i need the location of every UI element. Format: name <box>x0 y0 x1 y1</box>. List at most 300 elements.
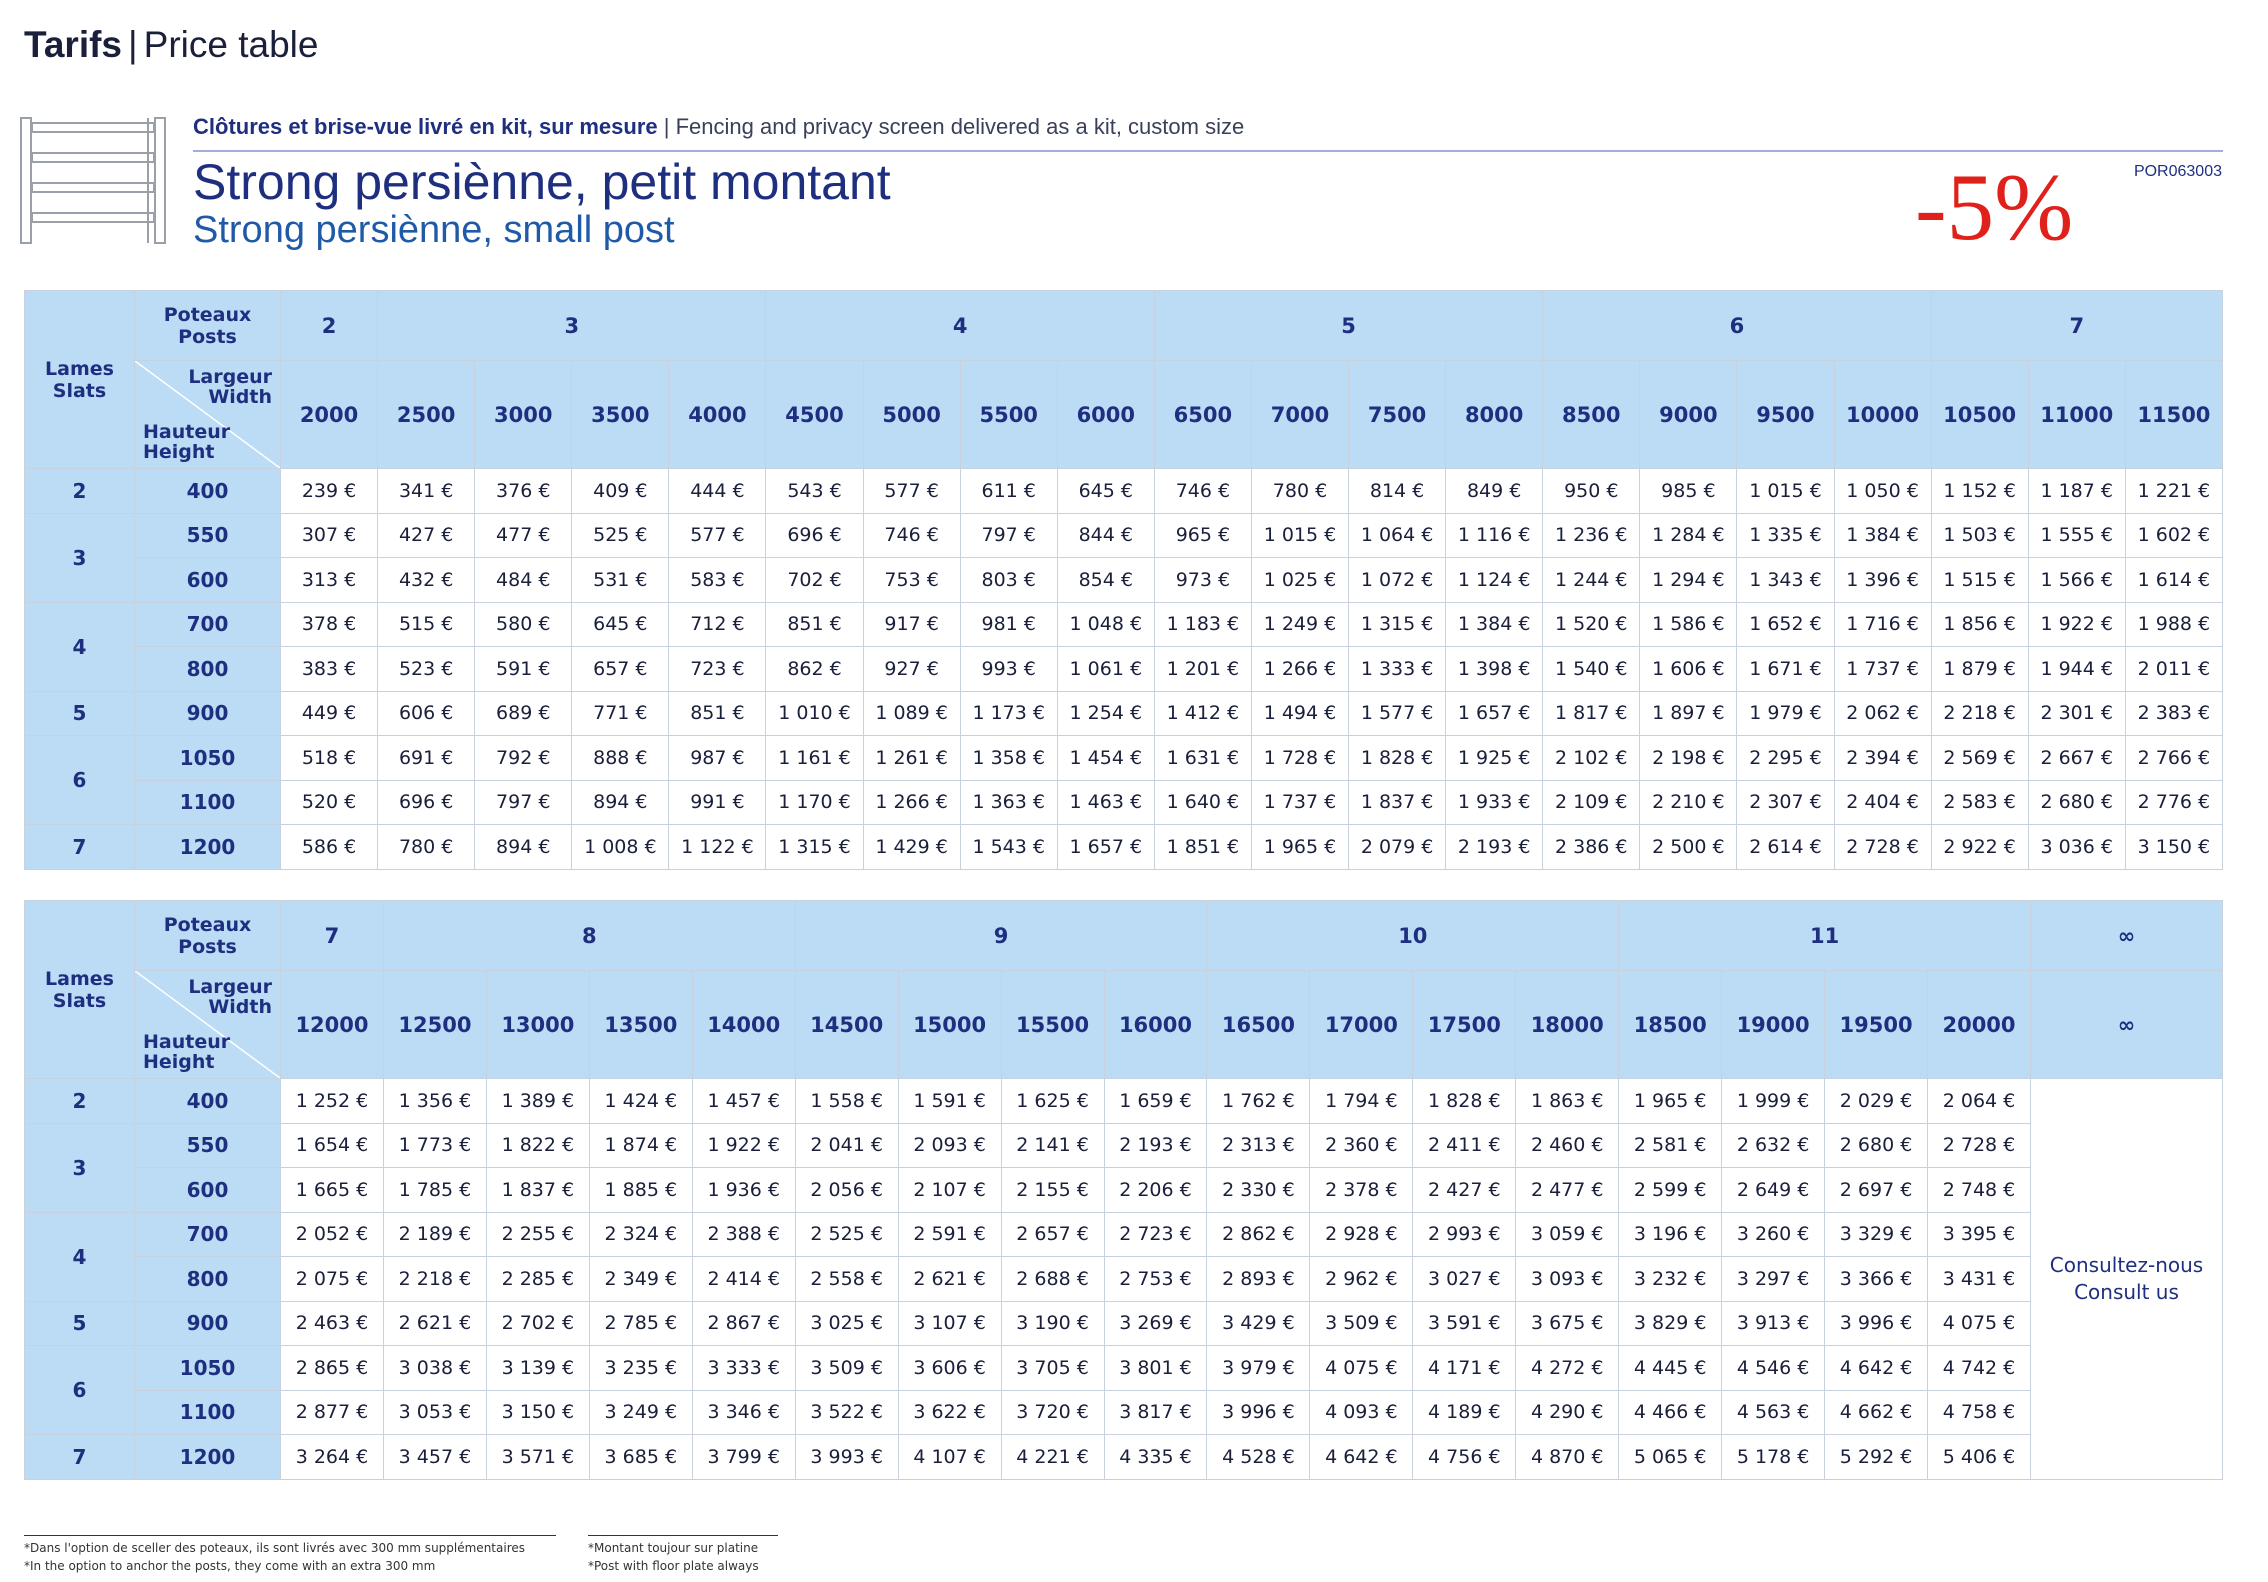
width-header: 7000 <box>1251 361 1348 469</box>
price-cell: 1 494 € <box>1251 691 1348 736</box>
price-cell: 4 171 € <box>1413 1346 1516 1391</box>
price-cell: 432 € <box>378 558 475 603</box>
width-height-corner-label <box>135 971 281 1079</box>
posts-label-en: Posts <box>178 935 237 958</box>
height-value: 600 <box>135 1168 281 1213</box>
price-cell: 3 429 € <box>1207 1301 1310 1346</box>
price-cell: 1 236 € <box>1543 513 1640 558</box>
price-cell: 4 870 € <box>1516 1435 1619 1480</box>
price-cell: 5 292 € <box>1825 1435 1928 1480</box>
price-cell: 2 107 € <box>898 1168 1001 1213</box>
width-header: 14000 <box>692 971 795 1079</box>
price-cell: 4 642 € <box>1310 1435 1413 1480</box>
price-cell: 2 386 € <box>1543 825 1640 870</box>
price-cell: 2 500 € <box>1640 825 1737 870</box>
table-row <box>25 1212 2223 1257</box>
price-cell: 2 189 € <box>383 1212 486 1257</box>
table-row <box>25 691 2223 736</box>
price-cell: 2 581 € <box>1619 1123 1722 1168</box>
price-cell: 2 404 € <box>1834 780 1931 825</box>
price-cell: 3 720 € <box>1001 1390 1104 1435</box>
price-cell: 4 528 € <box>1207 1435 1310 1480</box>
price-cell: 1 284 € <box>1640 513 1737 558</box>
width-header: 11000 <box>2028 361 2125 469</box>
price-cell: 3 979 € <box>1207 1346 1310 1391</box>
height-label-en: Height <box>143 441 215 463</box>
table-row <box>25 1346 2223 1391</box>
width-header: 10000 <box>1834 361 1931 469</box>
price-cell: 3 801 € <box>1104 1346 1207 1391</box>
price-cell: 1 221 € <box>2125 469 2222 514</box>
price-cell: 3 059 € <box>1516 1212 1619 1257</box>
price-cell: 376 € <box>475 469 572 514</box>
discount-badge: -5% <box>1915 154 2074 260</box>
product-name-en: Strong persiènne, small post <box>193 209 675 251</box>
price-cell: 814 € <box>1349 469 1446 514</box>
price-cell: 1 794 € <box>1310 1079 1413 1124</box>
price-cell: 1 773 € <box>383 1123 486 1168</box>
price-cell: 1 606 € <box>1640 647 1737 692</box>
price-cell: 3 685 € <box>589 1435 692 1480</box>
price-cell: 1 503 € <box>1931 513 2028 558</box>
price-cell: 691 € <box>378 736 475 781</box>
price-cell: 1 412 € <box>1154 691 1251 736</box>
price-cell: 645 € <box>572 602 669 647</box>
price-cell: 797 € <box>960 513 1057 558</box>
width-header: 19500 <box>1825 971 1928 1079</box>
price-cell: 1 244 € <box>1543 558 1640 603</box>
price-cell: 746 € <box>1154 469 1251 514</box>
slats-label-en: Slats <box>52 379 107 402</box>
slats-header-label <box>25 291 135 469</box>
price-cell: 3 346 € <box>692 1390 795 1435</box>
height-value: 400 <box>135 1079 281 1124</box>
price-cell: 1 944 € <box>2028 647 2125 692</box>
width-header: 13000 <box>486 971 589 1079</box>
price-cell: 3 297 € <box>1722 1257 1825 1302</box>
height-value: 1100 <box>135 780 281 825</box>
height-label-en: Height <box>143 1051 215 1073</box>
price-cell: 1 828 € <box>1413 1079 1516 1124</box>
price-cell: 1 558 € <box>795 1079 898 1124</box>
price-cell: 849 € <box>1446 469 1543 514</box>
price-cell: 2 109 € <box>1543 780 1640 825</box>
width-header: 3500 <box>572 361 669 469</box>
price-cell: 1 856 € <box>1931 602 2028 647</box>
price-cell: 313 € <box>281 558 378 603</box>
price-cell: 797 € <box>475 780 572 825</box>
price-cell: 4 642 € <box>1825 1346 1928 1391</box>
price-cell: 2 463 € <box>281 1301 384 1346</box>
price-cell: 2 680 € <box>1825 1123 1928 1168</box>
price-cell: 792 € <box>475 736 572 781</box>
price-cell: 1 874 € <box>589 1123 692 1168</box>
price-cell: 991 € <box>669 780 766 825</box>
price-cell: 1 933 € <box>1446 780 1543 825</box>
price-cell: 3 366 € <box>1825 1257 1928 1302</box>
height-value: 900 <box>135 691 281 736</box>
price-cell: 4 742 € <box>1928 1346 2031 1391</box>
price-cell: 696 € <box>766 513 863 558</box>
price-cell: 1 061 € <box>1057 647 1154 692</box>
posts-header-row <box>25 291 2223 361</box>
page-title-light: Price table <box>143 24 319 65</box>
price-cell: 1 577 € <box>1349 691 1446 736</box>
price-cell: 2 079 € <box>1349 825 1446 870</box>
height-label <box>143 1032 230 1072</box>
height-value: 800 <box>135 1257 281 1302</box>
table-row <box>25 780 2223 825</box>
price-cell: 888 € <box>572 736 669 781</box>
width-header: 17500 <box>1413 971 1516 1079</box>
price-cell: 3 431 € <box>1928 1257 2031 1302</box>
price-cell: 4 290 € <box>1516 1390 1619 1435</box>
price-cell: 1 737 € <box>1834 647 1931 692</box>
price-cell: 1 384 € <box>1446 602 1543 647</box>
price-cell: 2 460 € <box>1516 1123 1619 1168</box>
width-header: ∞ <box>2031 971 2223 1079</box>
posts-count-header: 10 <box>1207 901 1619 971</box>
price-cell: 307 € <box>281 513 378 558</box>
posts-count-header: 2 <box>281 291 378 361</box>
price-cell: 2 141 € <box>1001 1123 1104 1168</box>
price-cell: 341 € <box>378 469 475 514</box>
width-label-fr: Largeur <box>188 976 272 998</box>
price-cell: 1 657 € <box>1057 825 1154 870</box>
price-cell: 1 249 € <box>1251 602 1348 647</box>
price-cell: 1 566 € <box>2028 558 2125 603</box>
price-cell: 1 048 € <box>1057 602 1154 647</box>
price-cell: 1 315 € <box>766 825 863 870</box>
price-cell: 523 € <box>378 647 475 692</box>
fence-product-icon <box>20 117 166 244</box>
width-header: 17000 <box>1310 971 1413 1079</box>
category-separator: | <box>663 114 670 139</box>
price-cell: 3 093 € <box>1516 1257 1619 1302</box>
price-cell: 4 466 € <box>1619 1390 1722 1435</box>
footnote-sealing-en: *In the option to anchor the posts, they come with an extra 300 mm <box>24 1559 436 1573</box>
table-row <box>25 469 2223 514</box>
price-cell: 1 254 € <box>1057 691 1154 736</box>
price-cell: 3 025 € <box>795 1301 898 1346</box>
price-table-2 <box>24 900 2223 1480</box>
price-cell: 4 445 € <box>1619 1346 1722 1391</box>
price-cell: 1 252 € <box>281 1079 384 1124</box>
price-cell: 2 569 € <box>1931 736 2028 781</box>
price-cell: 427 € <box>378 513 475 558</box>
price-cell: 2 056 € <box>795 1168 898 1213</box>
height-value: 800 <box>135 647 281 692</box>
price-cell: 3 269 € <box>1104 1301 1207 1346</box>
table-row <box>25 825 2223 870</box>
price-cell: 4 075 € <box>1928 1301 2031 1346</box>
price-cell: 645 € <box>1057 469 1154 514</box>
price-cell: 1 015 € <box>1251 513 1348 558</box>
price-cell: 1 294 € <box>1640 558 1737 603</box>
price-cell: 2 785 € <box>589 1301 692 1346</box>
height-value: 1050 <box>135 1346 281 1391</box>
price-cell: 3 817 € <box>1104 1390 1207 1435</box>
price-cell: 4 563 € <box>1722 1390 1825 1435</box>
price-cell: 5 406 € <box>1928 1435 2031 1480</box>
price-cell: 1 671 € <box>1737 647 1834 692</box>
footnote-sealing <box>24 1535 556 1575</box>
price-cell: 1 586 € <box>1640 602 1737 647</box>
price-cell: 1 591 € <box>898 1079 1001 1124</box>
price-cell: 3 457 € <box>383 1435 486 1480</box>
price-cell: 2 591 € <box>898 1212 1001 1257</box>
price-cell: 2 198 € <box>1640 736 1737 781</box>
price-cell: 2 193 € <box>1104 1123 1207 1168</box>
width-header: 7500 <box>1349 361 1446 469</box>
price-cell: 2 728 € <box>1928 1123 2031 1168</box>
price-cell: 1 640 € <box>1154 780 1251 825</box>
price-cell: 525 € <box>572 513 669 558</box>
table-row <box>25 1168 2223 1213</box>
price-cell: 3 996 € <box>1207 1390 1310 1435</box>
width-header: 18500 <box>1619 971 1722 1079</box>
price-cell: 1 863 € <box>1516 1079 1619 1124</box>
price-cell: 2 218 € <box>1931 691 2028 736</box>
width-header: 10500 <box>1931 361 2028 469</box>
price-cell: 1 659 € <box>1104 1079 1207 1124</box>
price-cell: 2 928 € <box>1310 1212 1413 1257</box>
width-header: 18000 <box>1516 971 1619 1079</box>
slats-label-fr: Lames <box>45 967 114 990</box>
price-cell: 4 189 € <box>1413 1390 1516 1435</box>
height-value: 1050 <box>135 736 281 781</box>
price-cell: 1 665 € <box>281 1168 384 1213</box>
price-cell: 2 723 € <box>1104 1212 1207 1257</box>
price-cell: 1 333 € <box>1349 647 1446 692</box>
price-cell: 689 € <box>475 691 572 736</box>
width-header: 11500 <box>2125 361 2222 469</box>
price-cell: 973 € <box>1154 558 1251 603</box>
price-cell: 1 520 € <box>1543 602 1640 647</box>
price-cell: 780 € <box>1251 469 1348 514</box>
width-header: 5000 <box>863 361 960 469</box>
price-cell: 1 015 € <box>1737 469 1834 514</box>
price-cell: 449 € <box>281 691 378 736</box>
price-cell: 696 € <box>378 780 475 825</box>
price-cell: 444 € <box>669 469 766 514</box>
price-cell: 383 € <box>281 647 378 692</box>
price-cell: 3 107 € <box>898 1301 1001 1346</box>
posts-count-header: 7 <box>1931 291 2222 361</box>
price-cell: 2 649 € <box>1722 1168 1825 1213</box>
table-row <box>25 558 2223 603</box>
price-cell: 950 € <box>1543 469 1640 514</box>
slats-count: 5 <box>25 1301 135 1346</box>
price-cell: 1 187 € <box>2028 469 2125 514</box>
price-cell: 1 116 € <box>1446 513 1543 558</box>
consult-label-fr: Consultez-nous <box>2049 1252 2204 1277</box>
price-cell: 378 € <box>281 602 378 647</box>
price-cell: 409 € <box>572 469 669 514</box>
price-cell: 2 394 € <box>1834 736 1931 781</box>
price-cell: 854 € <box>1057 558 1154 603</box>
price-cell: 3 829 € <box>1619 1301 1722 1346</box>
price-cell: 2 313 € <box>1207 1123 1310 1168</box>
price-cell: 1 879 € <box>1931 647 2028 692</box>
price-cell: 2 525 € <box>795 1212 898 1257</box>
price-cell: 4 093 € <box>1310 1390 1413 1435</box>
price-cell: 606 € <box>378 691 475 736</box>
price-cell: 4 107 € <box>898 1435 1001 1480</box>
price-cell: 3 509 € <box>1310 1301 1413 1346</box>
price-cell: 2 599 € <box>1619 1168 1722 1213</box>
price-cell: 1 389 € <box>486 1079 589 1124</box>
width-label-en: Width <box>208 386 272 408</box>
price-cell: 1 614 € <box>2125 558 2222 603</box>
price-cell: 2 011 € <box>2125 647 2222 692</box>
width-header: 15500 <box>1001 971 1104 1079</box>
price-cell: 987 € <box>669 736 766 781</box>
width-header-row <box>25 971 2223 1079</box>
price-cell: 1 008 € <box>572 825 669 870</box>
price-cell: 520 € <box>281 780 378 825</box>
price-cell: 3 509 € <box>795 1346 898 1391</box>
price-cell: 2 414 € <box>692 1257 795 1302</box>
price-cell: 1 266 € <box>1251 647 1348 692</box>
price-cell: 3 038 € <box>383 1346 486 1391</box>
price-cell: 2 295 € <box>1737 736 1834 781</box>
slats-label-fr: Lames <box>45 357 114 380</box>
slats-count: 2 <box>25 1079 135 1124</box>
price-cell: 1 025 € <box>1251 558 1348 603</box>
price-cell: 1 543 € <box>960 825 1057 870</box>
height-value: 700 <box>135 1212 281 1257</box>
width-header: 4500 <box>766 361 863 469</box>
price-cell: 3 150 € <box>486 1390 589 1435</box>
price-cell: 862 € <box>766 647 863 692</box>
price-cell: 1 555 € <box>2028 513 2125 558</box>
price-cell: 3 139 € <box>486 1346 589 1391</box>
posts-count-header: 11 <box>1619 901 2031 971</box>
price-cell: 3 675 € <box>1516 1301 1619 1346</box>
price-cell: 2 667 € <box>2028 736 2125 781</box>
price-cell: 3 799 € <box>692 1435 795 1480</box>
price-cell: 583 € <box>669 558 766 603</box>
price-cell: 780 € <box>378 825 475 870</box>
price-cell: 1 396 € <box>1834 558 1931 603</box>
reference-code: POR063003 <box>2133 163 2222 180</box>
width-height-corner-label <box>135 361 281 469</box>
price-cell: 1 540 € <box>1543 647 1640 692</box>
width-header: 12500 <box>383 971 486 1079</box>
width-header: 2000 <box>281 361 378 469</box>
width-header: 9500 <box>1737 361 1834 469</box>
price-cell: 5 065 € <box>1619 1435 1722 1480</box>
price-cell: 1 454 € <box>1057 736 1154 781</box>
slats-label-en: Slats <box>52 989 107 1012</box>
price-cell: 1 356 € <box>383 1079 486 1124</box>
width-header: 8000 <box>1446 361 1543 469</box>
price-cell: 927 € <box>863 647 960 692</box>
price-cell: 3 196 € <box>1619 1212 1722 1257</box>
price-cell: 894 € <box>572 780 669 825</box>
price-cell: 4 756 € <box>1413 1435 1516 1480</box>
price-cell: 2 632 € <box>1722 1123 1825 1168</box>
price-cell: 3 395 € <box>1928 1212 2031 1257</box>
price-cell: 2 093 € <box>898 1123 1001 1168</box>
price-cell: 702 € <box>766 558 863 603</box>
posts-label-en: Posts <box>178 325 237 348</box>
price-cell: 2 962 € <box>1310 1257 1413 1302</box>
price-cell: 981 € <box>960 602 1057 647</box>
price-cell: 2 041 € <box>795 1123 898 1168</box>
height-label-fr: Hauteur <box>143 1031 231 1053</box>
posts-count-header: 5 <box>1154 291 1542 361</box>
posts-label-fr: Poteaux <box>163 303 252 326</box>
price-cell: 4 546 € <box>1722 1346 1825 1391</box>
width-label-en: Width <box>208 996 272 1018</box>
price-cell: 3 249 € <box>589 1390 692 1435</box>
price-cell: 2 728 € <box>1834 825 1931 870</box>
width-label <box>188 977 272 1017</box>
price-cell: 993 € <box>960 647 1057 692</box>
price-cell: 1 737 € <box>1251 780 1348 825</box>
price-cell: 484 € <box>475 558 572 603</box>
posts-count-header: ∞ <box>2031 901 2223 971</box>
price-cell: 2 383 € <box>2125 691 2222 736</box>
price-cell: 3 996 € <box>1825 1301 1928 1346</box>
price-cell: 2 558 € <box>795 1257 898 1302</box>
price-cell: 723 € <box>669 647 766 692</box>
price-cell: 591 € <box>475 647 572 692</box>
height-value: 1100 <box>135 1390 281 1435</box>
price-cell: 1 173 € <box>960 691 1057 736</box>
price-cell: 518 € <box>281 736 378 781</box>
price-cell: 3 333 € <box>692 1346 795 1391</box>
width-label-fr: Largeur <box>188 366 272 388</box>
price-cell: 2 029 € <box>1825 1079 1928 1124</box>
price-cell: 851 € <box>766 602 863 647</box>
price-cell: 1 897 € <box>1640 691 1737 736</box>
price-cell: 1 429 € <box>863 825 960 870</box>
table-row <box>25 1301 2223 1346</box>
price-cell: 2 867 € <box>692 1301 795 1346</box>
posts-count-header: 6 <box>1543 291 1931 361</box>
price-cell: 580 € <box>475 602 572 647</box>
price-cell: 1 922 € <box>692 1123 795 1168</box>
price-cell: 2 748 € <box>1928 1168 2031 1213</box>
price-cell: 771 € <box>572 691 669 736</box>
price-cell: 917 € <box>863 602 960 647</box>
price-cell: 2 657 € <box>1001 1212 1104 1257</box>
price-cell: 1 654 € <box>281 1123 384 1168</box>
price-cell: 2 218 € <box>383 1257 486 1302</box>
price-cell: 1 837 € <box>486 1168 589 1213</box>
price-cell: 2 102 € <box>1543 736 1640 781</box>
price-cell: 2 075 € <box>281 1257 384 1302</box>
height-value: 550 <box>135 1123 281 1168</box>
price-cell: 1 183 € <box>1154 602 1251 647</box>
header-divider <box>193 150 2223 152</box>
price-cell: 1 822 € <box>486 1123 589 1168</box>
posts-count-header: 9 <box>795 901 1207 971</box>
slats-count: 4 <box>25 602 135 691</box>
price-cell: 965 € <box>1154 513 1251 558</box>
price-cell: 1 072 € <box>1349 558 1446 603</box>
price-cell: 1 335 € <box>1737 513 1834 558</box>
price-cell: 3 190 € <box>1001 1301 1104 1346</box>
footnote-plate-fr: *Montant toujour sur platine <box>588 1541 759 1555</box>
price-cell: 2 411 € <box>1413 1123 1516 1168</box>
price-cell: 2 206 € <box>1104 1168 1207 1213</box>
footnote-plate <box>588 1535 778 1575</box>
price-cell: 2 324 € <box>589 1212 692 1257</box>
